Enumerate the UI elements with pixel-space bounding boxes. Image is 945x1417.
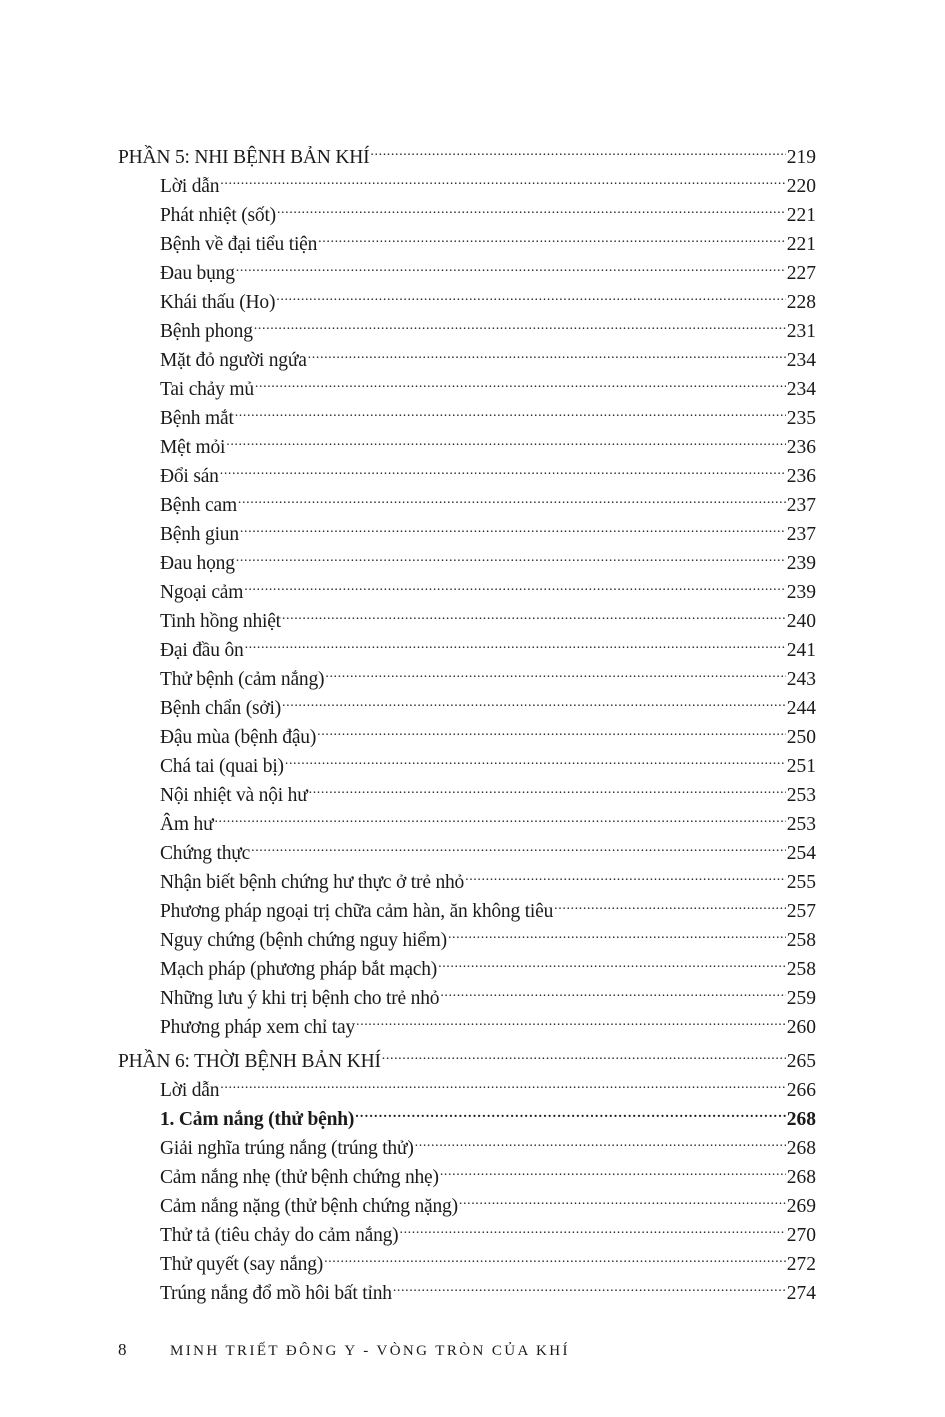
toc-entry-page-number: 268 xyxy=(786,1109,816,1130)
dot-leader xyxy=(254,318,786,338)
toc-entry[interactable] xyxy=(118,520,816,549)
toc-entry-page-number: 228 xyxy=(786,292,816,313)
toc-entry[interactable] xyxy=(118,926,816,955)
toc-entry-page-number: 231 xyxy=(786,321,816,342)
toc-entry-page-number: 254 xyxy=(786,843,816,864)
running-book-title: MINH TRIẾT ĐÔNG Y - VÒNG TRÒN CỦA KHÍ xyxy=(170,1343,570,1359)
dot-leader xyxy=(459,1193,786,1213)
toc-entry-title: Âm hư xyxy=(160,814,214,835)
toc-entry-title: Thử quyết (say nắng) xyxy=(160,1254,324,1275)
toc-entry-page-number: 257 xyxy=(786,901,816,922)
toc-entry-page-number: 266 xyxy=(786,1080,816,1101)
toc-entry-page-number: 268 xyxy=(786,1167,816,1188)
dot-leader xyxy=(438,956,786,976)
toc-entry[interactable] xyxy=(118,1163,816,1192)
toc-entry-page-number: 227 xyxy=(786,263,816,284)
dot-leader xyxy=(356,1014,786,1034)
toc-entry-page-number: 274 xyxy=(786,1283,816,1304)
toc-entry-title: Nhận biết bệnh chứng hư thực ở trẻ nhỏ xyxy=(160,872,465,893)
dot-leader xyxy=(282,608,786,628)
toc-entry-page-number: 220 xyxy=(786,176,816,197)
toc-part-heading[interactable] xyxy=(118,1047,816,1076)
toc-entry-title: Phương pháp ngoại trị chữa cảm hàn, ăn không tiêu xyxy=(160,901,554,922)
toc-entry-title: Đau họng xyxy=(160,553,235,574)
dot-leader xyxy=(399,1222,785,1242)
toc-entry-page-number: 259 xyxy=(786,988,816,1009)
dot-leader xyxy=(251,840,786,860)
toc-entry[interactable] xyxy=(118,375,816,404)
toc-entry-page-number: 258 xyxy=(786,959,816,980)
toc-entry-page-number: 265 xyxy=(786,1051,816,1072)
toc-entry-title: Mặt đỏ người ngứa xyxy=(160,350,307,371)
toc-entry-page-number: 235 xyxy=(786,408,816,429)
toc-entry[interactable] xyxy=(118,259,816,288)
dot-leader xyxy=(554,898,786,918)
dot-leader xyxy=(276,289,786,309)
dot-leader xyxy=(355,1106,786,1126)
toc-entry[interactable] xyxy=(118,317,816,346)
toc-entry-title: Lời dẫn xyxy=(160,176,220,197)
toc-entry[interactable] xyxy=(118,1250,816,1279)
toc-entry-title: Bệnh phong xyxy=(160,321,253,342)
dot-leader xyxy=(220,463,786,483)
dot-leader xyxy=(220,1077,785,1097)
toc-entry-title: PHẦN 6: THỜI BỆNH BẢN KHÍ xyxy=(118,1051,381,1072)
toc-entry-title: Bệnh giun xyxy=(160,524,239,545)
toc-entry[interactable] xyxy=(118,1013,816,1042)
toc-entry[interactable] xyxy=(118,404,816,433)
dot-leader xyxy=(282,695,786,715)
toc-entry[interactable] xyxy=(118,810,816,839)
dot-leader xyxy=(370,144,785,164)
toc-entry-title: Mệt mỏi xyxy=(160,437,226,458)
toc-entry-page-number: 253 xyxy=(786,785,816,806)
toc-entry-title: Bệnh chẩn (sởi) xyxy=(160,698,282,719)
toc-entry-title: Cảm nắng nhẹ (thử bệnh chứng nhẹ) xyxy=(160,1167,439,1188)
toc-entry[interactable] xyxy=(118,1076,816,1105)
toc-entry-page-number: 240 xyxy=(786,611,816,632)
dot-leader xyxy=(245,637,786,657)
dot-leader xyxy=(226,434,786,454)
toc-entry-title: Thử bệnh (cảm nắng) xyxy=(160,669,325,690)
toc-entry-page-number: 251 xyxy=(786,756,816,777)
toc-entry-title: Chá tai (quai bị) xyxy=(160,756,284,777)
toc-entry-page-number: 237 xyxy=(786,524,816,545)
toc-entry-title: Lời dẫn xyxy=(160,1080,220,1101)
toc-entry-page-number: 219 xyxy=(786,147,816,168)
dot-leader xyxy=(285,753,786,773)
toc-part-heading[interactable] xyxy=(118,143,816,172)
dot-leader xyxy=(236,550,786,570)
toc-entry-title: Nguy chứng (bệnh chứng nguy hiểm) xyxy=(160,930,447,951)
toc-entry[interactable] xyxy=(118,665,816,694)
toc-entry-title: Những lưu ý khi trị bệnh cho trẻ nhỏ xyxy=(160,988,440,1009)
toc-entry-title: 1. Cảm nắng (thử bệnh) xyxy=(160,1109,355,1130)
toc-entry-page-number: 268 xyxy=(786,1138,816,1159)
toc-entry-title: Nội nhiệt và nội hư xyxy=(160,785,308,806)
toc-entry-title: Bệnh cam xyxy=(160,495,237,516)
toc-entry-title: Phương pháp xem chỉ tay xyxy=(160,1017,355,1038)
toc-entry-page-number: 270 xyxy=(786,1225,816,1246)
toc-entry[interactable] xyxy=(118,201,816,230)
dot-leader xyxy=(448,927,786,947)
toc-entry[interactable] xyxy=(118,636,816,665)
toc-entry-title: Tai chảy mủ xyxy=(160,379,254,400)
toc-entry-title: Thử tả (tiêu chảy do cảm nắng) xyxy=(160,1225,399,1246)
toc-entry-page-number: 237 xyxy=(786,495,816,516)
toc-entry[interactable] xyxy=(118,723,816,752)
toc-entry-page-number: 236 xyxy=(786,437,816,458)
toc-entry[interactable] xyxy=(118,1279,816,1308)
toc-entry-title: Bệnh mắt xyxy=(160,408,234,429)
dot-leader xyxy=(317,724,786,744)
toc-entry-title: Giải nghĩa trúng nắng (trúng thử) xyxy=(160,1138,414,1159)
toc-entry-title: Chứng thực xyxy=(160,843,251,864)
toc-entry-title: Khái thấu (Ho) xyxy=(160,292,276,313)
toc-entry[interactable] xyxy=(118,346,816,375)
toc-entry[interactable] xyxy=(118,1134,816,1163)
dot-leader xyxy=(255,376,786,396)
toc-entry-title: Đổi sán xyxy=(160,466,219,487)
dot-leader xyxy=(277,202,786,222)
toc-entry-title: Đau bụng xyxy=(160,263,235,284)
toc-entry-title: Ngoại cảm xyxy=(160,582,244,603)
toc-entry[interactable] xyxy=(118,172,816,201)
toc-entry-title: Đậu mùa (bệnh đậu) xyxy=(160,727,317,748)
dot-leader xyxy=(244,579,786,599)
toc-entry[interactable] xyxy=(118,694,816,723)
toc-entry[interactable] xyxy=(118,897,816,926)
toc-entry[interactable] xyxy=(118,839,816,868)
toc-entry[interactable] xyxy=(118,607,816,636)
toc-entry[interactable] xyxy=(118,230,816,259)
toc-entry[interactable] xyxy=(118,491,816,520)
table-of-contents xyxy=(118,143,816,1308)
dot-leader xyxy=(220,173,785,193)
toc-entry-page-number: 253 xyxy=(786,814,816,835)
toc-entry[interactable] xyxy=(118,868,816,897)
dot-leader xyxy=(324,1251,786,1271)
dot-leader xyxy=(236,260,786,280)
toc-entry-page-number: 234 xyxy=(786,350,816,371)
dot-leader xyxy=(382,1048,786,1068)
toc-entry-page-number: 258 xyxy=(786,930,816,951)
toc-entry-title: Phát nhiệt (sốt) xyxy=(160,205,276,226)
dot-leader xyxy=(318,231,786,251)
dot-leader xyxy=(240,521,786,541)
toc-entry[interactable] xyxy=(118,781,816,810)
toc-entry-title: Trúng nắng đổ mồ hôi bất tỉnh xyxy=(160,1283,392,1304)
toc-entry-page-number: 260 xyxy=(786,1017,816,1038)
toc-entry-page-number: 239 xyxy=(786,553,816,574)
toc-entry-page-number: 250 xyxy=(786,727,816,748)
toc-entry-title: Tinh hồng nhiệt xyxy=(160,611,281,632)
toc-entry-title: PHẦN 5: NHI BỆNH BẢN KHÍ xyxy=(118,147,370,168)
toc-entry[interactable] xyxy=(118,578,816,607)
toc-entry-page-number: 243 xyxy=(786,669,816,690)
toc-entry-page-number: 272 xyxy=(786,1254,816,1275)
toc-entry[interactable] xyxy=(118,433,816,462)
toc-entry[interactable] xyxy=(118,549,816,578)
toc-entry-title: Bệnh về đại tiểu tiện xyxy=(160,234,318,255)
toc-entry-page-number: 255 xyxy=(786,872,816,893)
dot-leader xyxy=(465,869,786,889)
dot-leader xyxy=(440,1164,786,1184)
toc-entry-page-number: 221 xyxy=(786,205,816,226)
toc-entry-page-number: 234 xyxy=(786,379,816,400)
toc-entry-page-number: 269 xyxy=(786,1196,816,1217)
toc-entry-page-number: 236 xyxy=(786,466,816,487)
dot-leader xyxy=(325,666,785,686)
toc-entry[interactable] xyxy=(118,1192,816,1221)
dot-leader xyxy=(393,1280,786,1300)
dot-leader xyxy=(235,405,786,425)
page-number: 8 xyxy=(118,1340,127,1359)
toc-entry[interactable] xyxy=(118,955,816,984)
toc-entry-page-number: 244 xyxy=(786,698,816,719)
toc-entry-title: Cảm nắng nặng (thử bệnh chứng nặng) xyxy=(160,1196,458,1217)
toc-entry[interactable] xyxy=(118,288,816,317)
toc-entry[interactable] xyxy=(118,462,816,491)
toc-entry-page-number: 239 xyxy=(786,582,816,603)
toc-entry-title: Đại đầu ôn xyxy=(160,640,244,661)
toc-entry[interactable] xyxy=(118,984,816,1013)
toc-entry[interactable] xyxy=(118,1221,816,1250)
page-footer xyxy=(118,1340,570,1360)
toc-entry-page-number: 221 xyxy=(786,234,816,255)
dot-leader xyxy=(415,1135,786,1155)
dot-leader xyxy=(214,811,785,831)
dot-leader xyxy=(440,985,785,1005)
toc-entry[interactable] xyxy=(118,752,816,781)
dot-leader xyxy=(309,782,786,802)
toc-entry-title: Mạch pháp (phương pháp bắt mạch) xyxy=(160,959,438,980)
toc-entry[interactable] xyxy=(118,1105,816,1134)
dot-leader xyxy=(238,492,786,512)
dot-leader xyxy=(308,347,786,367)
toc-entry-page-number: 241 xyxy=(786,640,816,661)
